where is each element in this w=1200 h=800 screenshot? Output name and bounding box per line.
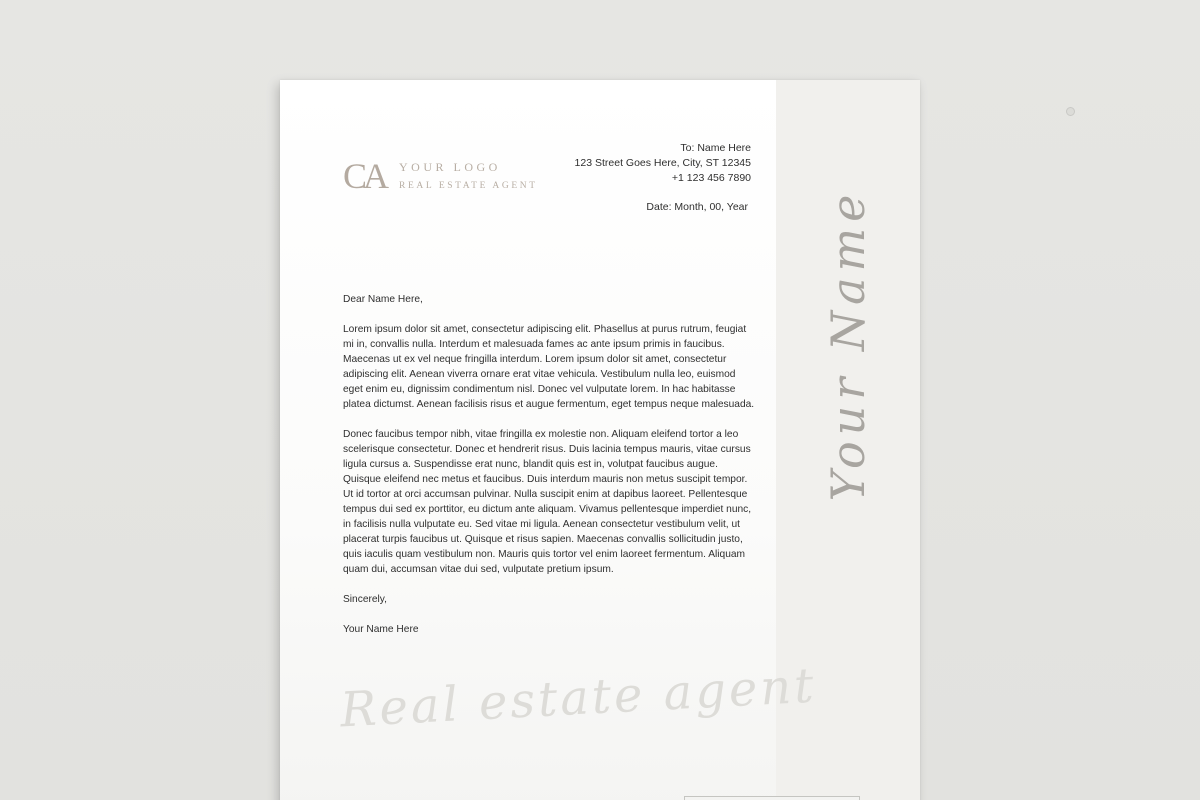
business-card-edge: [684, 796, 860, 800]
logo-title: YOUR LOGO: [399, 160, 501, 174]
paragraph: Lorem ipsum dolor sit amet, consectetur adipiscing elit. Phasellus at purus rutrum, feugiat mi in, convallis nulla. Interdum et malesuada fames ac ante ipsum primis in faucibus. Maecenas ut ex vel neque fringilla interdum. Lorem ipsum dolor sit amet, consectetur adipiscing elit. Aenean viverra ornare erat vitae vehicula. Vestibulum nulla leo, euismod eget enim eu, dignissim condimentum nisl. Donec vel vulputate lorem. In hac habitasse platea dictumst. Aenean facilisis risus et augue fermentum, eget tempus neque malesuada.: [343, 324, 755, 410]
pin-icon: [1066, 107, 1075, 116]
logo-text: [399, 159, 538, 193]
closing: Sincerely,: [343, 594, 387, 605]
paragraph: Donec faucibus tempor nibh, vitae fringilla ex molestie non. Aliquam eleifend tortor a leo scelerisque consectetur. Donec et hendrerit risus. Duis lacinia tempus mauris, vitae cursus ligula cursus a. Suspendisse erat nunc, blandit quis est in, volutpat faucibus augue. Quisque eleifend nec metus et faucibus. Duis interdum mauris non metus suscipit tempor. Ut id tortor at orci accumsan pulvinar. Nulla suscipit enim at dapibus laoreet. Pellentesque tempus dui sed ex porttitor, eu dictum ante aliquam. Vivamus pellentesque imperdiet nunc, in facilisis nulla vulputate eu. Sed vitae mi ligula. Aenean consectetur vestibulum velit, ut placerat turpis faucibus ut. Quisque et risus sapien. Maecenas convallis sollicitudin justo, quis iaculis quam vestibulum non. Mauris quis tortor vel enim laoreet fermentum. Aliquam quam dui, accumsan vitae dui sed, vulputate pretium ipsum.: [343, 429, 752, 575]
recipient-phone: +1 123 456 7890: [671, 172, 751, 184]
letter-date: Date: Month, 00, Year: [646, 201, 748, 213]
letter-body: [343, 292, 757, 652]
salutation: Dear Name Here,: [343, 294, 423, 305]
watermark-script: Real estate agent: [338, 657, 818, 739]
logo: [343, 158, 538, 194]
side-signature-script: Your Name: [821, 188, 875, 502]
signature-name: Your Name Here: [343, 624, 419, 635]
letterhead-page: [280, 80, 920, 800]
recipient-to: To: Name Here: [680, 142, 751, 154]
recipient-address: 123 Street Goes Here, City, ST 12345: [574, 157, 751, 169]
logo-subtitle: REAL ESTATE AGENT: [399, 181, 538, 191]
recipient-block: [575, 141, 751, 186]
logo-monogram: CA: [343, 156, 386, 196]
